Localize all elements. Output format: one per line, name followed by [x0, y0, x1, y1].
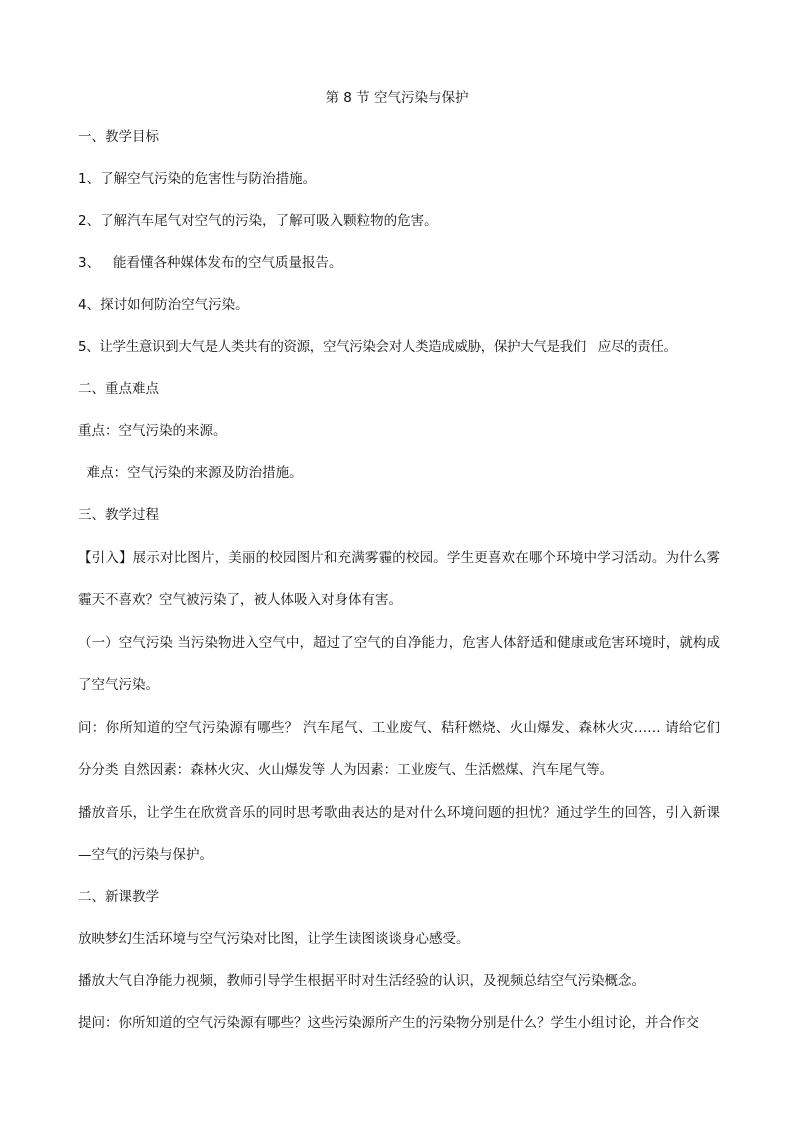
heading-teaching-process: 三、教学过程: [78, 507, 159, 523]
heading-new-lesson: 二、新课教学: [78, 889, 159, 905]
goal-item-1: 1、了解空气污染的危害性与防治措施。: [78, 171, 317, 187]
goal-item-4: 4、探讨如何防治空气污染。: [78, 297, 249, 313]
pollution-sources-question: 问：你所知道的空气污染源有哪些？ 汽车尾气、工业废气、秸秆燃烧、火山爆发、森林火灾…… 请给它们分分类 自然因素：森林火灾、火山爆发等 人为因素：工业废气、生活燃煤、汽车尾气等。: [78, 720, 720, 778]
intro-paragraph: 【引入】展示对比图片，美丽的校园图片和充满雾霾的校园。学生更喜欢在哪个环境中学习活动。为什么雾霾天不喜欢？空气被污染了，被人体吸入对身体有害。: [78, 550, 720, 608]
air-pollution-definition: （一）空气污染 当污染物进入空气中，超过了空气的自净能力，危害人体舒适和健康或危害环境时，就构成了空气污染。: [78, 635, 720, 693]
difficult-point: 难点：空气污染的来源及防治措施。: [78, 465, 303, 481]
comparison-image-activity: 放映梦幻生活环境与空气污染对比图，让学生读图谈谈身心感受。: [78, 931, 470, 947]
document-body: [78, 127, 720, 1055]
video-activity: 播放大气自净能力视频，教师引导学生根据平时对生活经验的认识，及视频总结空气污染概念。: [78, 973, 645, 989]
goal-item-5: 5、让学生意识到大气是人类共有的资源，空气污染会对人类造成威胁，保护大气是我们 应尽的责任。: [78, 339, 677, 355]
goal-item-2: 2、了解汽车尾气对空气的污染，了解可吸入颗粒物的危害。: [78, 213, 438, 229]
heading-teaching-goals: 一、教学目标: [78, 129, 159, 145]
key-point: 重点：空气污染的来源。: [78, 423, 227, 439]
page-title: 第 8 节 空气污染与保护: [325, 90, 469, 106]
heading-key-points: 二、重点难点: [78, 381, 159, 397]
goal-item-3: 3、 能看懂各种媒体发布的空气质量报告。: [78, 255, 343, 271]
discussion-question: 提问：你所知道的空气污染源有哪些？这些污染源所产生的污染物分别是什么？学生小组讨论，并合作交: [78, 1015, 699, 1031]
music-activity: 播放音乐，让学生在欣赏音乐的同时思考歌曲表达的是对什么环境问题的担忧？通过学生的回答，引入新课—空气的污染与保护。: [78, 805, 720, 863]
